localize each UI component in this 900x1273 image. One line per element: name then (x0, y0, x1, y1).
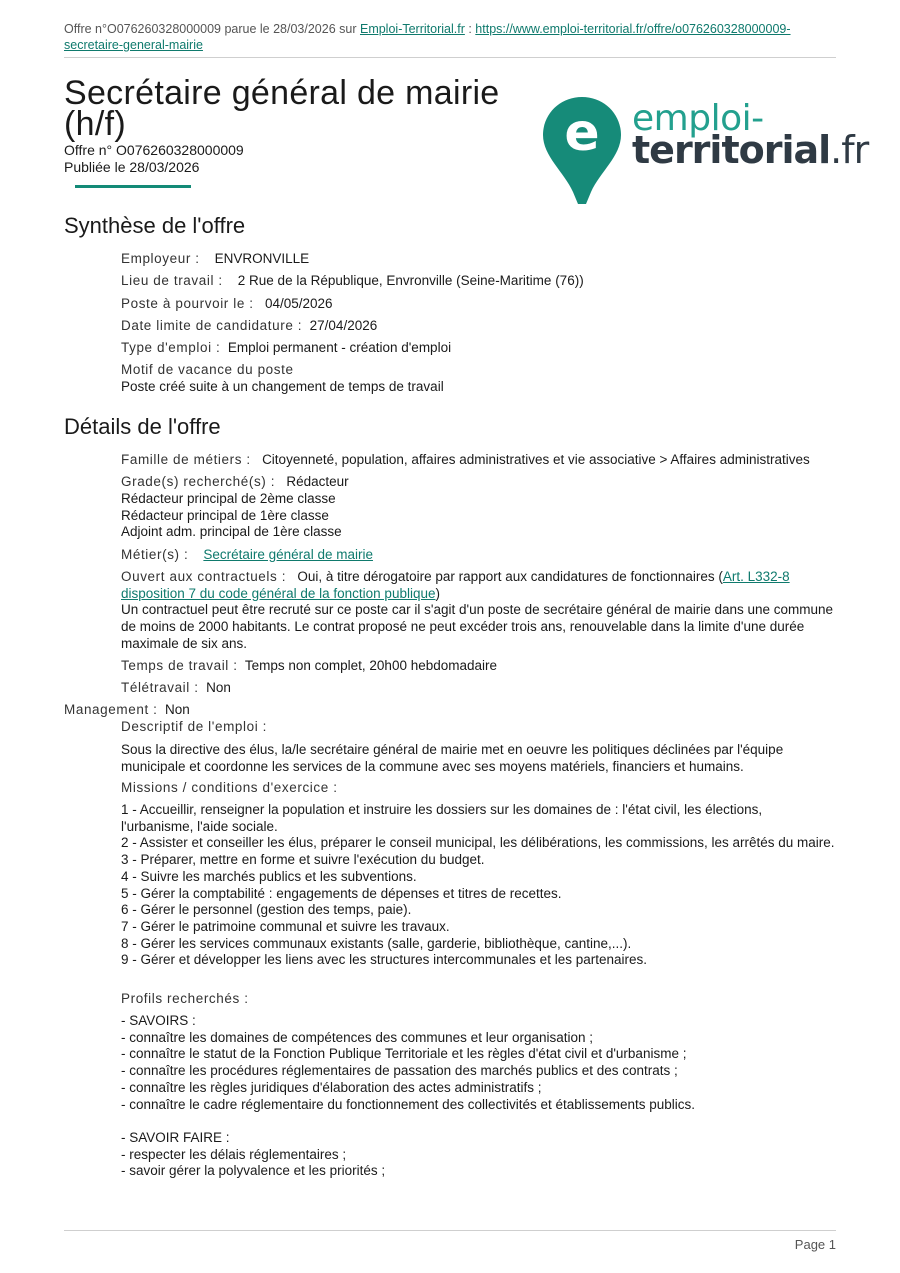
title-accent-bar (75, 185, 191, 188)
mission-item: 7 - Gérer le patrimoine communal et suivre les travaux. (121, 918, 450, 934)
teletravail-value: Non (206, 680, 231, 696)
employer-value: ENVRONVILLE (214, 251, 310, 266)
type-value: Emploi permanent - création d'emploi (227, 340, 452, 356)
contract-close: ) (435, 585, 440, 601)
profil-item: - connaître le statut de la Fonction Publique Territoriale et les règles d'état civil et d'urbanisme ; (121, 1046, 687, 1062)
footer-divider (64, 1230, 836, 1231)
profil-item: - SAVOIR FAIRE : (121, 1129, 230, 1145)
post-date-label: Poste à pourvoir le : (121, 295, 254, 311)
grade-item: Rédacteur principal de 1ère classe (121, 507, 329, 523)
profil-item: - respecter les délais réglementaires ; (121, 1146, 347, 1162)
grades-row (121, 474, 836, 541)
mission-item: 3 - Préparer, mettre en forme et suivre l'exécution du budget. (121, 852, 485, 868)
published-date: Publiée le 28/03/2026 (64, 159, 200, 175)
details-title: Détails de l'offre (64, 414, 221, 439)
motif-value: Poste créé suite à un changement de temps de travail (121, 379, 444, 395)
management-row (64, 702, 190, 719)
teletravail-row (121, 680, 836, 697)
famille-row (121, 452, 836, 469)
contract-value: Oui, à titre dérogatoire par rapport aux candidatures de fonctionnaires ( (297, 569, 723, 584)
descriptif-text: Sous la directive des élus, la/le secrétaire général de mairie met en oeuvre les politiques déclinées par l'équipe municipale et coordonne les services de la commune avec ses moyens matériels, financiers et humains. (121, 742, 784, 774)
deadline-value: 27/04/2026 (309, 317, 378, 333)
deadline-row (121, 318, 836, 335)
location-value: 2 Rue de la République, Envronville (Seine-Maritime (76)) (237, 273, 584, 289)
mission-item: 2 - Assister et conseiller les élus, préparer le conseil municipal, les délibérations, les commissions, les arrêtés du maire. (121, 835, 835, 851)
temps-label: Temps de travail : (121, 658, 238, 674)
offer-url-link[interactable]: https://www.emploi-territorial.fr/offre/o076260328000009-secretaire-general-mairie (64, 22, 791, 52)
metier-row (121, 547, 836, 564)
grade-item: Rédacteur principal de 2ème classe (121, 491, 336, 506)
logo-word-emploi: emploi- (632, 98, 764, 139)
grades-label: Grade(s) recherché(s) : (121, 474, 276, 490)
document-header (64, 21, 836, 53)
mission-item: 4 - Suivre les marchés publics et les subventions. (121, 868, 417, 884)
profil-item: - connaître le cadre réglementaire du fonctionnement des collectivités et établissements publics. (121, 1096, 696, 1112)
type-row (121, 340, 836, 357)
employer-label: Employeur : (121, 251, 200, 266)
header-separator: : (464, 22, 476, 36)
deadline-label: Date limite de candidature : (121, 317, 303, 333)
management-value: Non (165, 702, 190, 717)
management-label: Management : (64, 702, 158, 717)
offer-number: Offre n° O076260328000009 (64, 142, 244, 158)
synthese-title: Synthèse de l'offre (64, 213, 246, 238)
site-link[interactable]: Emploi-Territorial.fr (359, 22, 465, 36)
synthese-list (121, 251, 836, 401)
emploi-territorial-logo (540, 94, 869, 206)
spacer (121, 1113, 836, 1130)
profil-item: - connaître les domaines de compétences des communes et leur organisation ; (121, 1029, 594, 1045)
temps-row (121, 658, 836, 675)
grade-item: Adjoint adm. principal de 1ère classe (121, 524, 342, 540)
logo-word-territorial-text: territorial (632, 128, 831, 172)
logo-ext: .fr (830, 128, 869, 172)
profil-item: - savoir gérer la polyvalence et les priorités ; (121, 1163, 386, 1179)
contract-label: Ouvert aux contractuels : (121, 569, 287, 584)
header-prefix: Offre n°O076260328000009 parue le 28/03/2026 sur (64, 22, 360, 36)
mission-item: 8 - Gérer les services communaux existants (salle, garderie, bibliothèque, cantine,...). (121, 935, 632, 951)
type-label: Type d'emploi : (121, 340, 221, 356)
mission-item: 5 - Gérer la comptabilité : engagements de dépenses et titres de recettes. (121, 885, 562, 901)
metier-label: Métier(s) : (121, 546, 189, 562)
employer-row (121, 251, 836, 268)
profils-list (121, 1013, 836, 1180)
mission-item: 9 - Gérer et développer les liens avec les structures intercommunales et les partenaires. (121, 952, 647, 968)
header-divider (64, 57, 836, 58)
mission-item: 1 - Accueillir, renseigner la population et instruire les dossiers sur les domaines de : l'état civil, les élections, l'urbanisme, l'aide sociale. (121, 802, 763, 834)
contract-text: Un contractuel peut être recruté sur ce poste car il s'agit d'un poste de secrétaire général de mairie dans une commune de moins de 2000 habitants. Le contrat proposé ne peut excéder trois ans, renouvelable dans la limite d'une durée maximale de six ans. (121, 602, 834, 651)
grade-item: Rédacteur (286, 474, 349, 490)
map-pin-icon (540, 94, 624, 206)
location-row (121, 273, 836, 290)
post-date-value: 04/05/2026 (264, 295, 333, 311)
profil-item: - SAVOIRS : (121, 1013, 196, 1028)
famille-value: Citoyenneté, population, affaires administratives et vie associative > Affaires administratives (262, 452, 810, 467)
page-title: Secrétaire général de mairie (h/f) (64, 74, 500, 143)
temps-value: Temps non complet, 20h00 hebdomadaire (244, 658, 498, 674)
location-label: Lieu de travail : (121, 273, 223, 289)
profil-item: - connaître les règles juridiques d'élaboration des actes administratifs ; (121, 1079, 542, 1095)
contract-row (121, 569, 836, 653)
missions-label: Missions / conditions d'exercice : (121, 780, 338, 795)
contract-law-link[interactable]: Art. L332-8 disposition 7 du code général de la fonction publique (121, 569, 790, 601)
mission-item: 6 - Gérer le personnel (gestion des temps, paie). (121, 902, 412, 918)
teletravail-label: Télétravail : (121, 680, 199, 696)
page-number: Page 1 (794, 1237, 836, 1252)
post-date-row (121, 296, 836, 313)
motif-row (121, 362, 836, 395)
missions-list (121, 802, 836, 969)
profils-label: Profils recherchés : (121, 991, 249, 1006)
logo-letter: e (564, 103, 600, 163)
descriptif-label: Descriptif de l'emploi : (121, 719, 268, 734)
profil-item: - connaître les procédures réglementaires de passation des marchés publics et des contrats ; (121, 1063, 678, 1079)
metier-link[interactable]: Secrétaire général de mairie (203, 546, 373, 562)
motif-label: Motif de vacance du poste (121, 362, 294, 378)
details-list (121, 452, 836, 703)
logo-word-territorial (632, 128, 868, 172)
famille-label: Famille de métiers : (121, 452, 251, 467)
